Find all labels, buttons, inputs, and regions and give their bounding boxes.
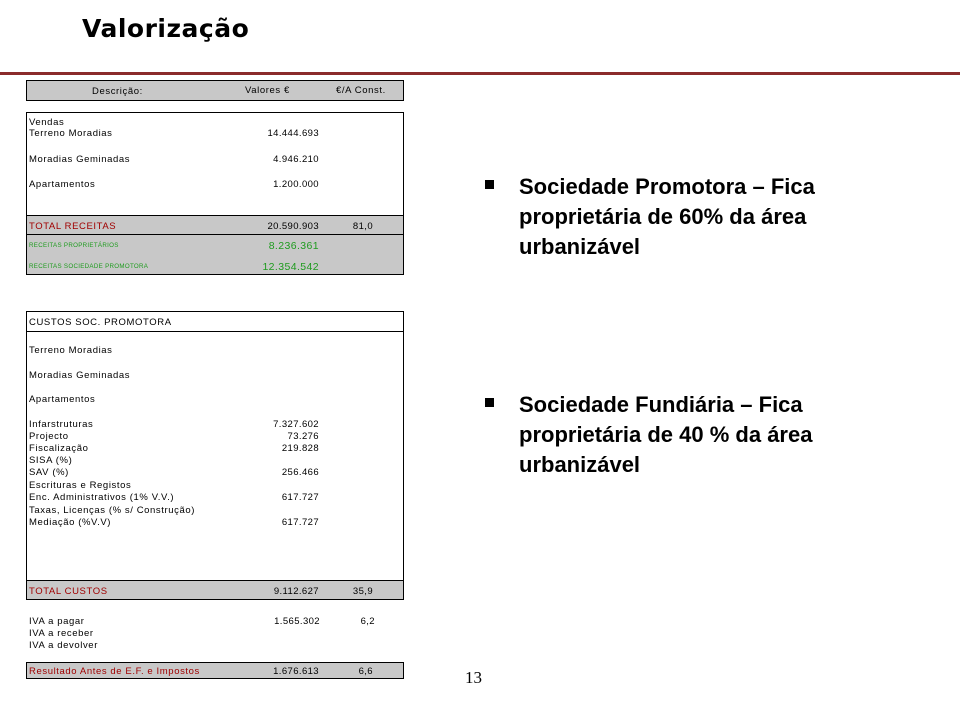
custos-mediacao-value: 617.727 [281,517,319,528]
custos-mediacao-label: Mediação (%V.V) [29,517,112,528]
total-receitas-row [26,215,404,235]
slide-title: Valorização [82,14,250,43]
custos-fiscal-label: Fiscalização [29,443,89,454]
vendas-geminadas-label: Moradias Geminadas [29,154,131,165]
custos-sisa-label: SISA (%) [29,455,73,466]
bullet-text: Sociedade Promotora – Fica proprietária de 60% da área urbanizável [519,174,815,259]
resultado-value: 1.676.613 [273,666,319,677]
title-divider [0,72,960,75]
header-row-box [26,80,404,101]
receitas-proprietarios-label: RECEITAS PROPRIETÁRIOS [29,242,119,249]
iva-devolver-label: IVA a devolver [29,640,98,651]
custos-taxas-label: Taxas, Licenças (% s/ Construção) [29,505,196,516]
col-header-valores: Valores € [245,85,290,96]
custos-heading: CUSTOS SOC. PROMOTORA [29,317,172,328]
custos-projecto-value: 73.276 [287,431,319,442]
total-custos-value: 9.112.627 [273,586,319,597]
vendas-geminadas-value: 4.946.210 [273,154,319,165]
iva-pagar-label: IVA a pagar [29,616,85,627]
total-custos-per-const: 35,9 [352,586,373,597]
vendas-terreno-value: 14.444.693 [267,128,319,139]
custos-geminadas-label: Moradias Geminadas [29,370,131,381]
custos-projecto-label: Projecto [29,431,69,442]
total-receitas-per-const: 81,0 [352,221,373,232]
total-custos-row [26,580,404,600]
square-bullet-icon [485,398,494,407]
col-header-descricao: Descrição: [92,86,143,97]
vendas-apartamentos-label: Apartamentos [29,179,96,190]
receitas-sociedade-value: 12.354.542 [262,261,319,273]
vendas-box [26,112,404,216]
total-receitas-label: TOTAL RECEITAS [29,221,117,232]
receitas-split-box [26,234,404,275]
custos-box [26,331,404,581]
custos-sav-label: SAV (%) [29,467,69,478]
custos-apartamentos-label: Apartamentos [29,394,96,405]
custos-enc-label: Enc. Administrativos (1% V.V.) [29,492,175,503]
iva-receber-label: IVA a receber [29,628,94,639]
total-custos-label: TOTAL CUSTOS [29,586,108,597]
custos-enc-value: 617.727 [281,492,319,503]
custos-fiscal-value: 219.828 [281,443,319,454]
resultado-label: Resultado Antes de E.F. e Impostos [29,666,200,677]
custos-terreno-label: Terreno Moradias [29,345,113,356]
resultado-per-const: 6,6 [358,666,373,677]
vendas-apartamentos-value: 1.200.000 [273,179,319,190]
iva-pagar-value: 1.565.302 [274,616,320,627]
custos-infra-value: 7.327.602 [273,419,319,430]
receitas-proprietarios-value: 8.236.361 [268,240,319,252]
vendas-terreno-label: Terreno Moradias [29,128,113,139]
bullet-text: Sociedade Fundiária – Fica proprietária de 40 % da área urbanizável [519,392,813,477]
resultado-row [26,662,404,679]
receitas-sociedade-label: RECEITAS SOCIEDADE PROMOTORA [29,263,149,270]
custos-escrituras-label: Escrituras e Registos [29,480,132,491]
col-header-per-const: €/A Const. [336,85,386,96]
custos-sav-value: 256.466 [281,467,319,478]
total-receitas-value: 20.590.903 [267,221,319,232]
custos-heading-row [26,311,404,332]
page-number: 13 [465,668,482,687]
square-bullet-icon [485,180,494,189]
iva-pagar-per-const: 6,2 [360,616,375,627]
custos-infra-label: Infarstruturas [29,419,94,430]
vendas-heading: Vendas [29,117,65,128]
